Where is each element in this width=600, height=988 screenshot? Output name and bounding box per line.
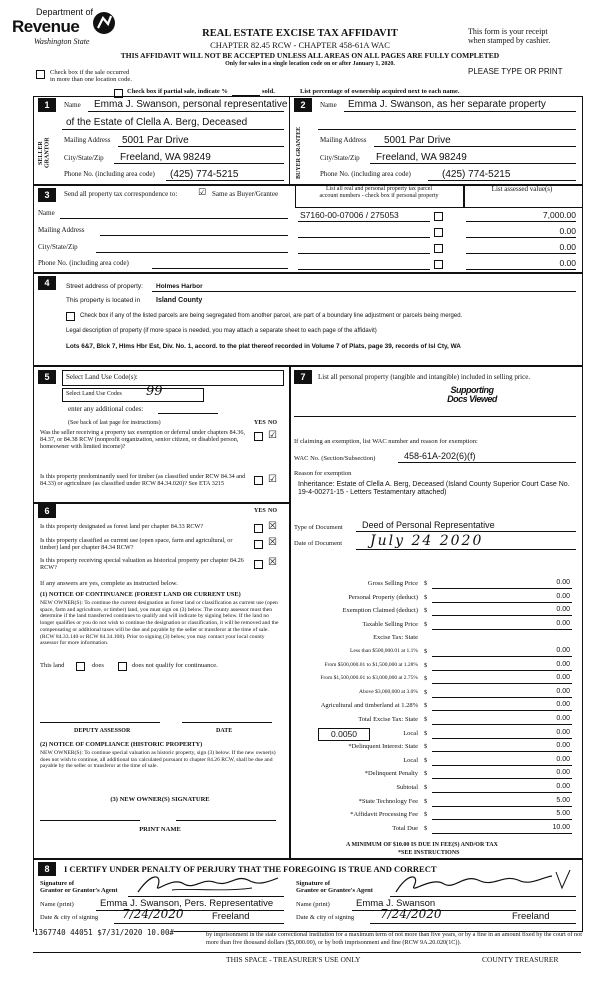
- tax-row-rule: [432, 656, 572, 657]
- land-does-checkbox[interactable]: [76, 662, 85, 671]
- tax-row-label: Exemption Claimed (deduct): [342, 607, 418, 614]
- dollar-sign: $: [424, 594, 428, 601]
- grantor-date[interactable]: 7/24/2020: [122, 907, 184, 921]
- local-rate-field[interactable]: [318, 728, 370, 741]
- notice1-body: NEW OWNER(S): To continue the current designation as forest land or classification as current use (open space, farm and agriculture, or timber) land, you must sign on (3) below. The county assessor must then determine if the land transferred continues to qualify and will indicate by signing below. If the land no longer qualifies or you do not wish to continue the designation or classification, it will be removed and the compensating or additional taxes will be due and payable by the seller or transferor at the time of sale. (RCW 84.33.140 or RCW 84.34.108). Prior to signing (3) below, you may contact your local county assessor for more information.: [40, 600, 279, 647]
- street-label: Street address of property:: [66, 283, 143, 290]
- assessed-value[interactable]: 0.00: [559, 258, 576, 268]
- s6-question3: Is this property receiving special valuation as historical property per chapter 84.26 RCW?: [40, 557, 244, 571]
- buyer-address-rule: [374, 146, 576, 147]
- tax-row-label: *State Technology Fee: [358, 798, 418, 805]
- grantor-date-rule: [114, 923, 284, 924]
- dor-mark-icon: [92, 10, 116, 36]
- section6-box: [33, 502, 291, 860]
- deputy-date-label: DATE: [216, 728, 233, 734]
- corr-name-field[interactable]: [60, 218, 288, 219]
- same-as-checkbox[interactable]: ☑: [198, 188, 207, 198]
- s6-yes-header: YES: [254, 508, 266, 514]
- doc-date-value[interactable]: July 24 2020: [370, 533, 484, 549]
- grantor-sig-rule: [128, 896, 284, 897]
- county-value[interactable]: Island County: [156, 297, 203, 304]
- dollar-sign: $: [424, 757, 428, 764]
- reason-value[interactable]: Inheritance: Estate of Clella A. Berg, Deceased (Island County Superior Court Case No. 19-4-00271-15 - Letters Testamentary attached): [298, 481, 570, 497]
- dollar-sign: $: [424, 689, 428, 696]
- land-use-field-label: Select Land Use Codes: [66, 391, 122, 397]
- new-owner-sig-field-1[interactable]: [40, 820, 140, 821]
- section5-number: 5: [38, 370, 56, 384]
- partial-sale-sold: sold.: [262, 88, 275, 95]
- additional-codes-field[interactable]: [158, 413, 218, 414]
- tax-row-value[interactable]: 0.00: [556, 688, 570, 695]
- personal-property-rule: [294, 416, 576, 417]
- land-does-not-checkbox[interactable]: [118, 662, 127, 671]
- tax-row-value[interactable]: 0.00: [556, 647, 570, 654]
- seller-name-line1[interactable]: Emma J. Swanson, personal representative: [94, 99, 288, 110]
- s5-question2: Is this property predominantly used for timber (as classified under RCW 84.34 and 84.33) or agriculture (as classified under RCW 84.34.020)? See ETA 3215: [40, 473, 246, 487]
- seller-address[interactable]: 5001 Par Drive: [122, 135, 189, 146]
- tax-row-value[interactable]: 0.00: [556, 674, 570, 681]
- seller-name-rule1: [88, 111, 284, 112]
- tax-row-label: Above $3,000,000 at 3.0%: [359, 689, 418, 695]
- doc-type-rule: [356, 531, 576, 532]
- tax-row-label: Taxable Selling Price: [362, 621, 418, 628]
- deputy-label: DEPUTY ASSESSOR: [74, 728, 131, 734]
- s5-no-header: NO: [268, 420, 277, 426]
- doc-type-label: Type of Document: [294, 524, 343, 531]
- dollar-sign: $: [424, 702, 428, 709]
- dor-logo: [12, 8, 132, 52]
- form-title: REAL ESTATE EXCISE TAX AFFIDAVIT: [202, 28, 398, 39]
- same-as-label: Same as Buyer/Grantee: [212, 190, 279, 198]
- tax-row-value[interactable]: 0.00: [556, 593, 570, 600]
- buyer-city-label: City/State/Zip: [320, 154, 360, 162]
- grantee-sig-rule: [390, 896, 576, 897]
- s6-no-header: NO: [268, 508, 277, 514]
- tax-row-value[interactable]: 0.00: [556, 715, 570, 722]
- seller-phone-label: Phone No. (including area code): [64, 170, 155, 178]
- receipt-stamp: 1367740 44051 $7/31/2020 10.00#: [34, 928, 174, 937]
- assessed-value[interactable]: 0.00: [559, 242, 576, 252]
- assessed-value[interactable]: 0.00: [559, 226, 576, 236]
- buyer-name-line1[interactable]: Emma J. Swanson, as her separate property: [348, 99, 546, 110]
- send-correspondence-label: Send all property tax correspondence to:: [64, 190, 178, 198]
- footer-rule: [33, 952, 581, 953]
- buyer-name-label: Name: [320, 101, 337, 109]
- assessed-value-rule: [466, 237, 576, 238]
- form-warning: THIS AFFIDAVIT WILL NOT BE ACCEPTED UNLESS ALL AREAS ON ALL PAGES ARE FULLY COMPLETED: [120, 51, 500, 60]
- this-land-label: This land: [40, 662, 65, 669]
- s5-q2-yes[interactable]: [254, 476, 263, 485]
- seller-side-label: SELLER GRANTOR: [38, 137, 51, 169]
- tax-row-rule: [432, 738, 572, 739]
- dollar-sign: $: [424, 730, 428, 737]
- s6-q3-yes[interactable]: [254, 560, 263, 569]
- grantee-date-rule: [370, 923, 576, 924]
- legal-description[interactable]: Lots 6&7, Blck 7, Hlms Hbr Est, Div. No. 1, accord. to the plat thereof recorded in Volume 7 of Plats, page 39, records of Isl Cty, WA: [66, 343, 461, 350]
- buyer-side-label: BUYER GRANTEE: [296, 126, 302, 180]
- land-does-label: does: [92, 662, 104, 669]
- tax-row-label: From $500,000.01 to $1,500,000 at 1.28%: [324, 662, 418, 668]
- s6-q1-yes[interactable]: [254, 524, 263, 533]
- s5-yes-header: YES: [254, 420, 266, 426]
- dollar-sign: $: [424, 716, 428, 723]
- section7-number: 7: [294, 370, 312, 384]
- tax-row-rule: [432, 819, 572, 820]
- tax-row-label: *Affidavit Processing Fee: [350, 811, 418, 818]
- if-any-yes: If any answers are yes, complete as instructed below.: [40, 580, 178, 587]
- corr-mailing-field[interactable]: [100, 235, 288, 236]
- multi-location-label: Check box if the sale occurred in more than one location code.: [50, 69, 132, 84]
- assessed-value-rule: [466, 269, 576, 270]
- s6-q3-no[interactable]: ☒: [268, 557, 277, 568]
- multi-location-checkbox[interactable]: [36, 70, 45, 79]
- ownership-pct-note: List percentage of ownership acquired next to each name.: [300, 88, 460, 95]
- dollar-sign: $: [424, 770, 428, 777]
- tax-row-rule: [432, 615, 572, 616]
- grantor-name-label: Name (print): [40, 901, 74, 908]
- s6-question1: Is this property designated as forest land per chapter 84.33 RCW?: [40, 523, 204, 530]
- receipt-note: This form is your receipt when stamped by cashier.: [468, 27, 551, 45]
- reason-label: Reason for exemption: [294, 470, 352, 477]
- seller-city-label: City/State/Zip: [64, 154, 104, 162]
- assessed-value-rule: [466, 221, 576, 222]
- tax-row-value[interactable]: 0.00: [556, 606, 570, 613]
- parcel-header: List all real and personal property tax parcel account numbers - check box if personal property: [319, 186, 439, 199]
- assessed-value[interactable]: 7,000.00: [542, 210, 576, 220]
- print-name-label: PRINT NAME: [139, 826, 181, 833]
- certify-statement: I CERTIFY UNDER PENALTY OF PERJURY THAT THE FOREGOING IS TRUE AND CORRECT: [64, 864, 437, 874]
- personal-property-checkbox[interactable]: [434, 260, 443, 269]
- grantor-city[interactable]: Freeland: [212, 911, 250, 922]
- tax-row-rule: [432, 670, 572, 671]
- parcel-number-rule: [298, 237, 430, 238]
- dollar-sign: $: [424, 580, 428, 587]
- tax-row-rule: [432, 710, 572, 711]
- form-subwarning: Only for sales in a single location code on or after January 1, 2020.: [225, 61, 395, 67]
- dollar-sign: $: [424, 607, 428, 614]
- deputy-date-field[interactable]: [182, 722, 272, 723]
- notice2-title: (2) NOTICE OF COMPLIANCE (HISTORIC PROPERTY): [40, 741, 203, 748]
- tax-row-value[interactable]: 0.00: [556, 579, 570, 586]
- grantee-date-label: Date & city of signing: [296, 914, 355, 921]
- new-owner-sig-field-2[interactable]: [176, 820, 276, 821]
- land-use-code[interactable]: 99: [146, 384, 163, 399]
- located-label: This property is located in: [66, 297, 141, 304]
- new-owner-sig-label: (3) NEW OWNER(S) SIGNATURE: [110, 796, 210, 803]
- doc-date-rule: [356, 549, 576, 550]
- agency-line3: Washington State: [34, 37, 90, 46]
- tax-row-label: Less than $500,000.01 at 1.1%: [350, 648, 418, 654]
- wac-label: WAC No. (Section/Subsection): [294, 455, 376, 462]
- seller-name-label: Name: [64, 101, 81, 109]
- tax-row-label: Personal Property (deduct): [348, 594, 418, 601]
- dollar-sign: $: [424, 811, 428, 818]
- land-does-not-label: does not qualify for continuance.: [132, 662, 218, 669]
- exemption-label: If claiming an exemption, list WAC number and reason for exemption:: [294, 438, 478, 445]
- tax-row-rule: [432, 778, 572, 779]
- tax-row-rule: [432, 724, 572, 725]
- section8-number: 8: [38, 862, 56, 876]
- partial-sale-label: Check box if partial sale, indicate %: [127, 88, 228, 95]
- tax-row-value[interactable]: 0.00: [556, 701, 570, 708]
- s6-q2-no[interactable]: ☒: [268, 537, 277, 548]
- tax-row-rule: [432, 792, 572, 793]
- assessed-value-rule: [466, 253, 576, 254]
- grantee-date[interactable]: 7/24/2020: [380, 907, 442, 921]
- seller-phone[interactable]: (425) 774-5215: [170, 169, 239, 180]
- grantor-sig-label: Signature of Grantor or Grantor's Agent: [40, 880, 118, 895]
- dollar-sign: $: [424, 825, 428, 832]
- county-treasurer: COUNTY TREASURER: [482, 955, 559, 964]
- buyer-name-rule1: [344, 111, 576, 112]
- buyer-city-rule: [370, 163, 576, 164]
- dollar-sign: $: [424, 798, 428, 805]
- segregation-checkbox[interactable]: [66, 312, 75, 321]
- local-rate-value: 0.0050: [331, 729, 357, 739]
- dollar-sign: $: [424, 743, 428, 750]
- grantee-sig-label: Signature of Grantee or Grantee's Agent: [296, 880, 373, 895]
- tax-row-label: Agricultural and timberland at 1.28%: [320, 702, 418, 709]
- deputy-signature-field[interactable]: [40, 722, 160, 723]
- wac-rule: [398, 462, 576, 463]
- tax-row-label: Subtotal: [396, 784, 418, 791]
- section3-number: 3: [38, 188, 56, 202]
- parcel-number-rule: [298, 221, 430, 222]
- supporting-docs-stamp: Supporting Docs Viewed: [447, 385, 497, 404]
- seller-phone-rule: [166, 180, 284, 181]
- dollar-sign: $: [424, 621, 428, 628]
- grantor-name[interactable]: Emma J. Swanson, Pers. Representative: [100, 898, 274, 909]
- corr-city-field[interactable]: [96, 252, 288, 253]
- tax-row-value[interactable]: 5.00: [556, 810, 570, 817]
- see-back-note: (See back of last page for instructions): [68, 420, 161, 426]
- tax-row-value[interactable]: 0.00: [556, 729, 570, 736]
- seller-address-label: Mailing Address: [64, 136, 111, 144]
- seller-address-rule: [118, 146, 284, 147]
- s5-q1-yes[interactable]: [254, 432, 263, 441]
- parcel-number[interactable]: S7160-00-07006 / 275053: [300, 210, 399, 220]
- parcel-number-rule: [298, 253, 430, 254]
- buyer-phone-rule: [428, 180, 576, 181]
- tax-row-rule: [432, 765, 572, 766]
- parties-divider: [289, 96, 290, 185]
- corr-city-label: City/State/Zip: [38, 243, 78, 251]
- s5-question1: Was the seller receiving a property tax exemption or deferral under chapters 84.36, 84.37, or 84.38 RCW (nonprofit organization, senior citizen, or disabled person, homeowner with limited income)?: [40, 429, 245, 450]
- tax-row-value[interactable]: 0.00: [556, 769, 570, 776]
- dollar-sign: $: [424, 784, 428, 791]
- tax-row-label: Excise Tax: State: [373, 634, 418, 641]
- doc-date-label: Date of Document: [294, 540, 343, 547]
- tax-row-value[interactable]: 0.00: [556, 756, 570, 763]
- buyer-name-rule2: [318, 129, 576, 130]
- type-or-print: PLEASE TYPE OR PRINT: [468, 67, 563, 76]
- tax-row-label: Local: [403, 730, 418, 737]
- s5-q1-no[interactable]: ☑: [268, 430, 277, 441]
- perjury-text: by imprisonment in the state correctional institution for a maximum term of not more than five years, or by a fine in an amount fixed by the court of not more than five thousand dollars ($5,000.00), or by both imprisonment and fine (RCW 9A.20.020(1C)).: [206, 931, 582, 946]
- seller-city-rule: [114, 163, 284, 164]
- s6-question2: Is this property classified as current use (open space, farm and agricultural, or timber) land per chapter 84.34 RCW?: [40, 537, 233, 551]
- s5-q2-no[interactable]: ☑: [268, 474, 277, 485]
- tax-row-value[interactable]: 0.00: [556, 661, 570, 668]
- tax-row-rule: [432, 683, 572, 684]
- seller-name-rule2: [62, 129, 284, 130]
- tax-row-value[interactable]: 0.00: [556, 742, 570, 749]
- doc-type-value[interactable]: Deed of Personal Representative: [362, 520, 495, 530]
- tax-row-value[interactable]: 0.00: [556, 783, 570, 790]
- tax-row-label: *Delinquent Interest: State: [348, 743, 418, 750]
- dollar-sign: $: [424, 648, 428, 655]
- tax-row-label: Total Excise Tax: State: [358, 716, 418, 723]
- grantee-name[interactable]: Emma J. Swanson: [356, 898, 436, 909]
- legal-label: Legal description of property (if more space is needed, you may attach a separate sheet to each page of the affidavit): [66, 328, 377, 334]
- tax-row-value[interactable]: 0.00: [556, 620, 570, 627]
- corr-name-label: Name: [38, 209, 55, 217]
- tax-row-value[interactable]: 5.00: [556, 797, 570, 804]
- parcel-number-rule: [298, 269, 430, 270]
- corr-phone-label: Phone No. (including area code): [38, 259, 129, 267]
- dollar-sign: $: [424, 662, 428, 669]
- street-value[interactable]: Holmes Harbor: [156, 283, 203, 290]
- segregation-label: Check box if any of the listed parcels are being segregated from another parcel, are part of a boundary line adjustment or parcels being merged.: [80, 313, 463, 319]
- buyer-phone[interactable]: (425) 774-5215: [442, 169, 511, 180]
- tax-row-rule: [432, 751, 572, 752]
- tax-row-label: Total Due: [392, 825, 418, 832]
- notice1-title: (1) NOTICE OF CONTINUANCE (FOREST LAND OR CURRENT USE): [40, 591, 241, 598]
- seller-city[interactable]: Freeland, WA 98249: [120, 152, 211, 163]
- wac-value[interactable]: 458-61A-202(6)(f): [404, 451, 476, 461]
- grantor-signature[interactable]: [132, 870, 282, 898]
- street-rule: [152, 291, 576, 292]
- tax-row-label: *Delinquent Penalty: [364, 770, 418, 777]
- corr-phone-field[interactable]: [152, 268, 288, 269]
- grantee-signature[interactable]: [390, 868, 576, 898]
- form-chapter: CHAPTER 82.45 RCW - CHAPTER 458-61A WAC: [210, 40, 390, 50]
- section1-number: 1: [38, 98, 56, 112]
- buyer-address-label: Mailing Address: [320, 136, 367, 144]
- grantor-date-label: Date & city of signing: [40, 914, 99, 921]
- personal-property-checkbox[interactable]: [434, 212, 443, 221]
- s6-q2-yes[interactable]: [254, 540, 263, 549]
- assessed-header: List assessed value(s): [491, 185, 553, 193]
- treasurer-space: THIS SPACE - TREASURER'S USE ONLY: [226, 955, 361, 964]
- corr-mailing-label: Mailing Address: [38, 226, 85, 234]
- notice2-body: NEW OWNER(S): To continue special valuation as historic property, sign (3) below. If the new owner(s) does not wish to continue, all additional tax calculated pursuant to chapter 84.26 RCW, shall be due and payable by the seller or transferor at the time of sale.: [40, 750, 276, 770]
- personal-property-checkbox[interactable]: [434, 244, 443, 253]
- tax-row-label: Gross Selling Price: [367, 580, 418, 587]
- section4-number: 4: [38, 276, 56, 290]
- tax-row-label: From $1,500,000.01 to $3,000,000 at 2.75%: [320, 675, 418, 681]
- tax-row-rule: [432, 629, 572, 630]
- personal-property-label: List all personal property (tangible and intangible) included in selling price.: [318, 373, 531, 381]
- buyer-city[interactable]: Freeland, WA 98249: [376, 152, 467, 163]
- tax-row-rule: [432, 806, 572, 807]
- s6-q1-no[interactable]: ☒: [268, 521, 277, 532]
- tax-row-rule: [432, 833, 572, 834]
- dollar-sign: $: [424, 675, 428, 682]
- tax-row-rule: [432, 602, 572, 603]
- grantee-city[interactable]: Freeland: [512, 911, 550, 922]
- tax-row-value[interactable]: 10.00: [552, 824, 570, 831]
- seller-name-line2[interactable]: of the Estate of Clella A. Berg, Deceased: [66, 117, 248, 128]
- tax-row-rule: [432, 697, 572, 698]
- personal-property-checkbox[interactable]: [434, 228, 443, 237]
- grantee-name-label: Name (print): [296, 901, 330, 908]
- buyer-phone-label: Phone No. (including area code): [320, 170, 411, 178]
- agency-line2: Revenue: [12, 17, 80, 36]
- agency-line1: Department of: [36, 7, 94, 17]
- land-use-label: Select Land Use Code(s):: [66, 373, 138, 381]
- section2-number: 2: [294, 98, 312, 112]
- section6-number: 6: [38, 504, 56, 518]
- minimum-note: A MINIMUM OF $10.00 IS DUE IN FEE(S) AND/OR TAX: [346, 842, 498, 848]
- tax-row-rule: [432, 588, 572, 589]
- additional-codes-label: enter any additional codes:: [68, 405, 144, 413]
- see-instructions: *SEE INSTRUCTIONS: [398, 850, 460, 856]
- buyer-address[interactable]: 5001 Par Drive: [384, 135, 451, 146]
- tax-row-label: Local: [403, 757, 418, 764]
